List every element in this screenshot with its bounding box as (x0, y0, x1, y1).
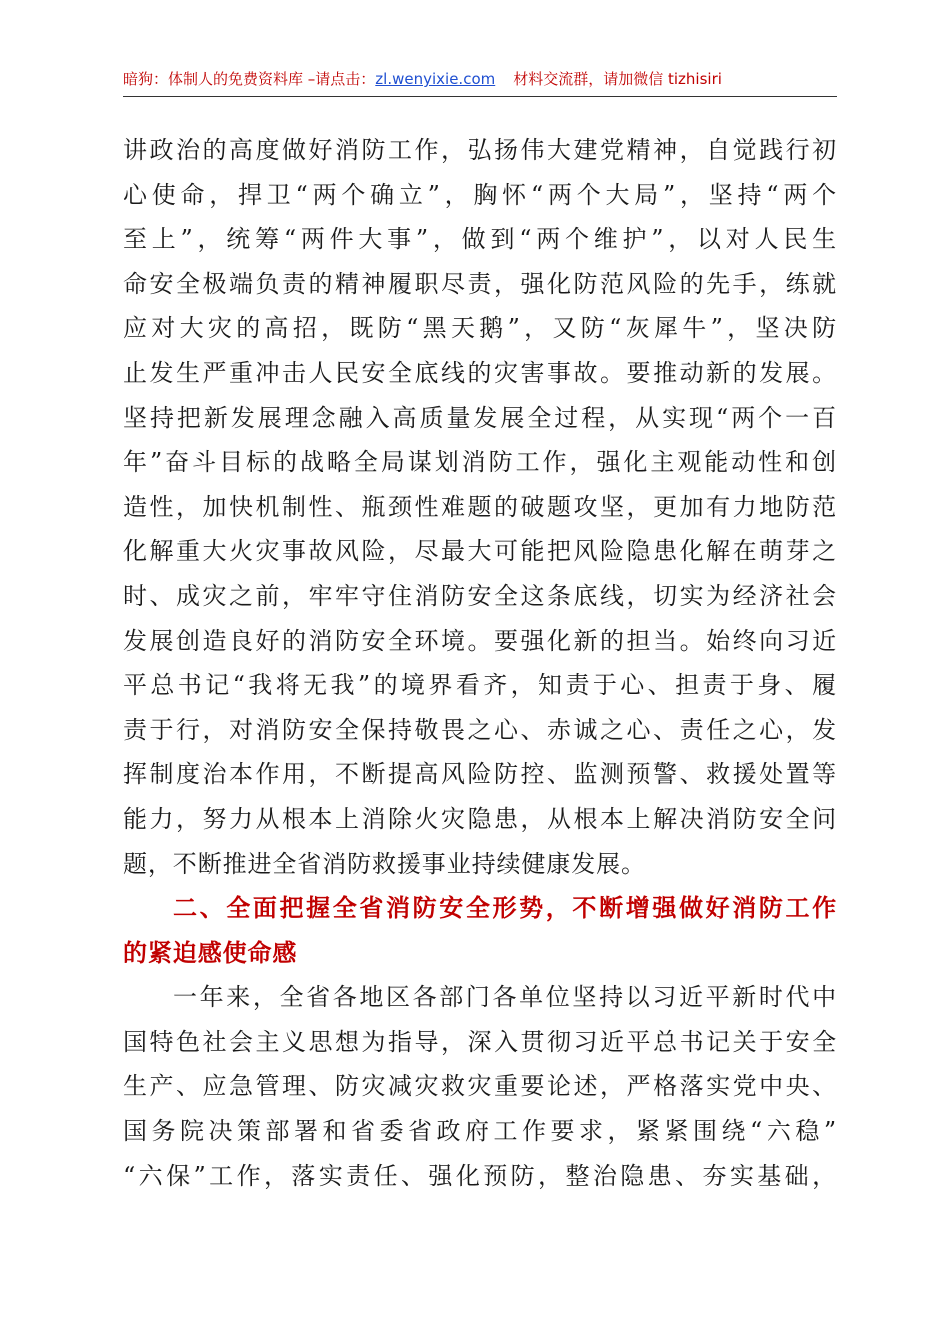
body-line: 发展创造良好的消防安全环境。要强化新的担当。始终向习近 (123, 626, 837, 655)
page-header (123, 66, 837, 97)
body-line: 化解重大火灾事故风险，尽最大可能把风险隐患化解在萌芽之 (123, 537, 837, 566)
body-line: 心使命，捍卫“两个确立”，胸怀“两个大局”，坚持“两个 (123, 180, 837, 209)
section-heading: 的紧迫感使命感 (123, 938, 298, 967)
body-line: 造性，加快机制性、瓶颈性难题的破题攻坚，更加有力地防范 (123, 492, 837, 521)
body-line: 挥制度治本作用，不断提高风险防控、监测预警、救援处置等 (123, 760, 837, 789)
header-separator: –请点击： (303, 70, 376, 88)
body-line: “六保”工作，落实责任、强化预防，整治隐患、夯实基础， (123, 1161, 837, 1190)
body-line: 止发生严重冲击人民安全底线的灾害事故。要推动新的发展。 (123, 358, 837, 387)
body-line: 应对大灾的高招，既防“黑天鹅”，又防“灰犀牛”，坚决防 (123, 314, 837, 343)
header-link[interactable]: zl.wenyixie.com (375, 70, 496, 88)
body-line: 平总书记“我将无我”的境界看齐，知责于心、担责于身、履 (123, 671, 837, 700)
header-contact: 材料交流群，请加微信 tizhisiri (513, 70, 722, 88)
body-line: 坚持把新发展理念融入高质量发展全过程，从实现“两个一百 (123, 403, 837, 432)
header-brand: 暗狗：体制人的免费资料库 (123, 70, 304, 88)
body-line: 责于行，对消防安全保持敬畏之心、赤诚之心、责任之心，发 (123, 715, 837, 744)
body-line: 生产、应急管理、防灾减灾救灾重要论述，严格落实党中央、 (123, 1072, 837, 1101)
body-line: 一年来，全省各地区各部门各单位坚持以习近平新时代中 (173, 983, 837, 1012)
body-line: 时、成灾之前，牢牢守住消防安全这条底线，切实为经济社会 (123, 581, 837, 610)
body-line: 至上”，统筹“两件大事”，做到“两个维护”，以对人民生 (123, 225, 837, 254)
body-line: 年”奋斗目标的战略全局谋划消防工作，强化主观能动性和创 (123, 448, 837, 477)
body-line: 题，不断推进全省消防救援事业持续健康发展。 (123, 849, 646, 878)
body-line: 国务院决策部署和省委省政府工作要求，紧紧围绕“六稳” (123, 1117, 837, 1146)
section-heading: 二、全面把握全省消防安全形势，不断增强做好消防工作 (173, 894, 837, 923)
body-line: 能力，努力从根本上消除火灾隐患，从根本上解决消防安全问 (123, 804, 837, 833)
body-line: 命安全极端负责的精神履职尽责，强化防范风险的先手，练就 (123, 269, 837, 298)
body-line: 讲政治的高度做好消防工作，弘扬伟大建党精神，自觉践行初 (123, 136, 837, 164)
document-body (123, 128, 837, 1198)
body-line: 国特色社会主义思想为指导，深入贯彻习近平总书记关于安全 (123, 1027, 837, 1056)
